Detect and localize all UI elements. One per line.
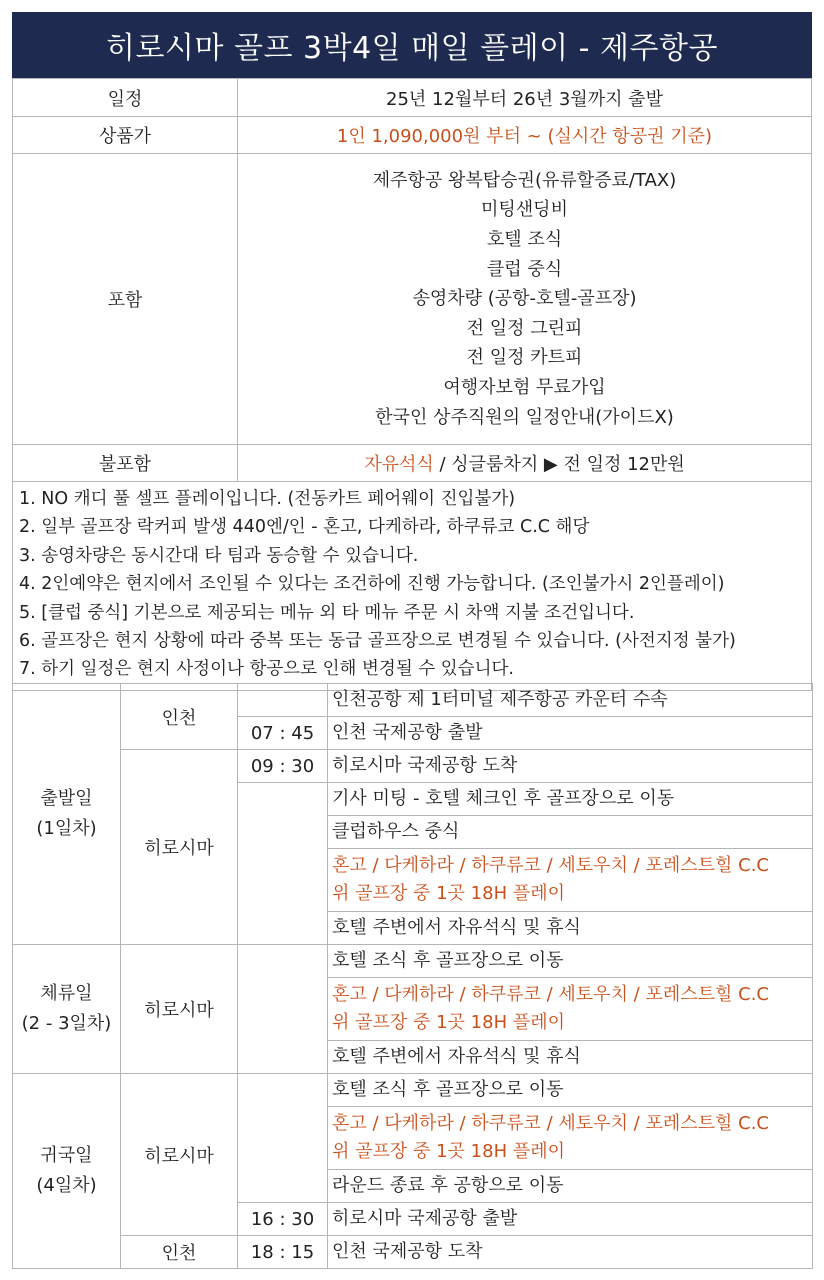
day-subtitle: (4일차)	[36, 1175, 97, 1196]
city-cell: 히로시마	[121, 750, 238, 945]
note-item: 1. NO 캐디 풀 셀프 플레이입니다. (전동카트 페어웨이 진입불가)	[19, 489, 516, 509]
itinerary-row	[13, 1074, 813, 1107]
time-cell	[238, 1074, 328, 1203]
time-cell	[238, 684, 328, 717]
price-label: 상품가	[13, 117, 238, 154]
note-item: 7. 하기 일정은 현지 사정이나 항공으로 인해 변경될 수 있습니다.	[19, 659, 514, 680]
city-cell: 히로시마	[121, 1074, 238, 1236]
note-item: 3. 송영차량은 동시간대 타 팀과 동승할 수 있습니다.	[19, 545, 419, 566]
city-cell: 인천	[121, 1236, 238, 1269]
itinerary-row	[13, 750, 813, 783]
included-row	[13, 154, 812, 445]
included-item: 호텔 조식	[486, 229, 563, 251]
excluded-highlight: 자유석식	[364, 454, 434, 475]
included-item: 송영차량 (공항-호텔-골프장)	[412, 288, 637, 310]
golf-play-line: 위 골프장 중 1곳 18H 플레이	[332, 1141, 565, 1162]
itinerary-row	[13, 684, 813, 717]
page-title: 히로시마 골프 3박4일 매일 플레이 - 제주항공	[12, 12, 812, 78]
golf-courses-line: 혼고 / 다케하라 / 하쿠류코 / 세토우치 / 포레스트힐 C.C	[332, 1113, 769, 1134]
time-cell: 09 : 30	[238, 750, 328, 783]
included-item: 한국인 상주직원의 일정안내(가이드X)	[375, 406, 674, 428]
included-item: 클럽 중식	[486, 258, 563, 280]
day-title: 출발일	[40, 788, 93, 809]
activity-cell: 인천 국제공항 도착	[328, 1236, 813, 1269]
time-cell: 18 : 15	[238, 1236, 328, 1269]
golf-play-line: 위 골프장 중 1곳 18H 플레이	[332, 883, 565, 904]
activity-cell: 기사 미팅 - 호텔 체크인 후 골프장으로 이동	[328, 783, 813, 816]
price-value: 1인 1,090,000원 부터 ~ (실시간 항공권 기준)	[238, 117, 812, 154]
golf-activity-cell	[328, 978, 813, 1041]
activity-cell: 라운드 종료 후 공항으로 이동	[328, 1170, 813, 1203]
notes-table	[12, 481, 812, 691]
day-subtitle: (1일차)	[36, 818, 97, 839]
day-label	[13, 1074, 121, 1269]
city-cell: 히로시마	[121, 945, 238, 1074]
included-item: 여행자보험 무료가입	[443, 376, 606, 398]
included-item: 미팅샌딩비	[481, 199, 568, 221]
day-title: 귀국일	[40, 1145, 93, 1166]
excluded-value	[238, 445, 812, 482]
activity-cell: 히로시마 국제공항 도착	[328, 750, 813, 783]
included-label: 포함	[13, 154, 238, 445]
golf-play-line: 위 골프장 중 1곳 18H 플레이	[332, 1012, 565, 1033]
time-cell	[238, 945, 328, 1074]
price-row	[13, 117, 812, 154]
activity-cell: 인천 국제공항 출발	[328, 717, 813, 750]
included-item: 전 일정 그린피	[466, 317, 583, 339]
activity-cell: 호텔 조식 후 골프장으로 이동	[328, 1074, 813, 1107]
activity-cell: 히로시마 국제공항 출발	[328, 1203, 813, 1236]
time-cell: 16 : 30	[238, 1203, 328, 1236]
note-item: 5. [클럽 중식] 기본으로 제공되는 메뉴 외 타 메뉴 주문 시 차액 지불 조건입니다.	[19, 602, 635, 623]
activity-cell: 호텔 주변에서 자유석식 및 휴식	[328, 1041, 813, 1074]
time-cell	[238, 783, 328, 945]
activity-cell: 인천공항 제 1터미널 제주항공 카운터 수속	[328, 684, 813, 717]
golf-courses-line: 혼고 / 다케하라 / 하쿠류코 / 세토우치 / 포레스트힐 C.C	[332, 855, 769, 876]
activity-cell: 호텔 주변에서 자유석식 및 휴식	[328, 912, 813, 945]
note-item: 2. 일부 골프장 락커피 발생 440엔/인 - 혼고, 다케하라, 하쿠류코 C.C 해당	[19, 517, 590, 538]
note-item: 6. 골프장은 현지 상황에 따라 중복 또는 동급 골프장으로 변경될 수 있습니다. (사전지정 불가)	[19, 631, 736, 652]
itinerary-row	[13, 945, 813, 978]
activity-cell: 클럽하우스 중식	[328, 816, 813, 849]
activity-cell: 호텔 조식 후 골프장으로 이동	[328, 945, 813, 978]
included-list	[238, 154, 812, 445]
schedule-value: 25년 12월부터 26년 3월까지 출발	[238, 79, 812, 117]
excluded-rest: / 싱글룸차지 ▶ 전 일정 12만원	[433, 454, 685, 475]
schedule-label: 일정	[13, 79, 238, 117]
excluded-row	[13, 445, 812, 482]
excluded-label: 불포함	[13, 445, 238, 482]
city-cell: 인천	[121, 684, 238, 750]
golf-activity-cell	[328, 849, 813, 912]
itinerary-table	[12, 683, 813, 1269]
schedule-row	[13, 79, 812, 117]
golf-activity-cell	[328, 1107, 813, 1170]
product-info-table	[12, 78, 812, 482]
included-item: 제주항공 왕복탑승권(유류할증료/TAX)	[372, 169, 677, 191]
itinerary-row	[13, 1236, 813, 1269]
time-cell: 07 : 45	[238, 717, 328, 750]
day-label	[13, 945, 121, 1074]
note-item: 4. 2인예약은 현지에서 조인될 수 있다는 조건하에 진행 가능합니다. (조인불가시 2인플레이)	[19, 574, 725, 595]
day-title: 체류일	[40, 983, 93, 1004]
day-label	[13, 684, 121, 945]
day-subtitle: (2 - 3일차)	[21, 1013, 112, 1034]
included-item: 전 일정 카트피	[466, 347, 583, 369]
notes-list	[13, 482, 812, 691]
golf-courses-line: 혼고 / 다케하라 / 하쿠류코 / 세토우치 / 포레스트힐 C.C	[332, 984, 769, 1005]
